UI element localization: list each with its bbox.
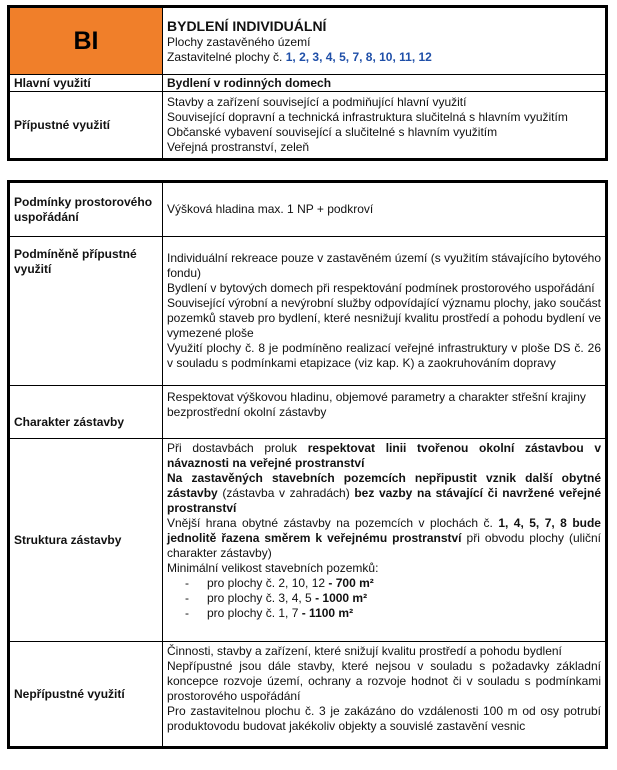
permitted-line: Občanské vybavení související a slučitelné s hlavním využitím bbox=[167, 125, 498, 139]
prohibited-value bbox=[163, 642, 607, 748]
character-value: Respektovat výškovou hladinu, objemové parametry a charakter střešní krajiny bezprostřední okolní zástavby bbox=[163, 386, 607, 439]
size-row: - pro plochy č. 2, 10, 12 - 700 m² bbox=[185, 576, 374, 590]
permitted-line: Stavby a zařízení související a podmiňující hlavní využití bbox=[167, 95, 467, 109]
conditional-paragraph: Související výrobní a nevýrobní služby odpovídající významu plochy, jako součást pozemků staveb pro bydlení, které nesnižují kvalitu prostředí a pohodu bydlení ve vymezené ploše bbox=[167, 296, 601, 340]
size-row: - pro plochy č. 3, 4, 5 - 1000 m² bbox=[185, 591, 368, 605]
main-use-value: Bydlení v rodinných domech bbox=[163, 75, 607, 92]
conditional-label: Podmíněně přípustné využití bbox=[9, 237, 163, 386]
header-table bbox=[7, 5, 608, 161]
size-row: - pro plochy č. 1, 7 - 1100 m² bbox=[185, 606, 354, 620]
structure-p2: Na zastavěných stavebních pozemcích nepřipustit vznik další obytné zástavby (zástavba v zahradách) bez vazby na stávající či navržené veřejné prostranství bbox=[167, 471, 601, 515]
conditional-paragraph: Využití plochy č. 8 je podmíněno realizací veřejné infrastruktury v ploše DS č. 26 v souladu s podmínkami etapizace (viz kap. K) a zaokruhováním dopravy bbox=[167, 341, 601, 370]
conditions-table bbox=[7, 180, 608, 749]
prohibited-paragraph: Činnosti, stavby a zařízení, které snižují kvalitu prostředí a pohodu bydlení bbox=[167, 644, 562, 658]
conditional-paragraph: Bydlení v bytových domech při respektování podmínek prostorového uspořádání bbox=[167, 281, 595, 295]
zone-title: BYDLENÍ INDIVIDUÁLNÍ bbox=[167, 17, 327, 34]
structure-p3: Vnější hrana obytné zástavby na pozemcích v plochách č. 1, 4, 5, 7, 8 bude jednolitě řazena směrem k veřejnému prostranství při obvodu plochy (uliční charakter zástavby) bbox=[167, 516, 601, 560]
prohibited-paragraph: Pro zastavitelnou plochu č. 3 je zakázáno do vzdálenosti 100 m od osy potrubí produktovodu budovat jakékoliv objekty a souvislé zastavění vesnic bbox=[167, 704, 601, 733]
structure-p1: Při dostavbách proluk respektovat linii tvořenou okolní zástavbou v návaznosti na veřejné prostranství bbox=[167, 441, 601, 470]
structure-label: Struktura zástavby bbox=[9, 439, 163, 642]
permitted-use-value bbox=[163, 92, 607, 160]
permitted-use-label: Přípustné využití bbox=[9, 92, 163, 160]
permitted-line: Související dopravní a technická infrastruktura slučitelná s hlavním využitím bbox=[167, 110, 568, 124]
main-use-label: Hlavní využití bbox=[9, 75, 163, 92]
prohibited-label: Nepřípustné využití bbox=[9, 642, 163, 748]
character-label: Charakter zástavby bbox=[9, 386, 163, 439]
spatial-label: Podmínky prostorového uspořádání bbox=[9, 182, 163, 237]
plots-numbers: 1, 2, 3, 4, 5, 7, 8, 10, 11, 12 bbox=[285, 49, 432, 64]
prohibited-paragraph: Nepřípustné jsou dále stavby, které nejsou v souladu s požadavky základní koncepce rozvoje území, ochrany a rozvoje hodnot či v souladu s podmínkami prostorového uspořádání bbox=[167, 659, 601, 703]
permitted-line: Veřejná prostranství, zeleň bbox=[167, 140, 310, 154]
zone-code: BI bbox=[9, 7, 163, 75]
conditional-value bbox=[163, 237, 607, 386]
zone-subtitle: Plochy zastavěného území bbox=[167, 34, 311, 49]
plots-prefix: Zastavitelné plochy č. bbox=[167, 49, 283, 64]
spatial-value: Výšková hladina max. 1 NP + podkroví bbox=[163, 182, 607, 237]
conditional-paragraph: Individuální rekreace pouze v zastavěném území (s využitím stávajícího bytového fondu) bbox=[167, 251, 601, 280]
structure-value bbox=[163, 439, 607, 642]
zone-plots bbox=[167, 50, 601, 65]
min-size-heading: Minimální velikost stavebních pozemků: bbox=[167, 561, 379, 575]
zone-title-cell bbox=[163, 7, 607, 75]
